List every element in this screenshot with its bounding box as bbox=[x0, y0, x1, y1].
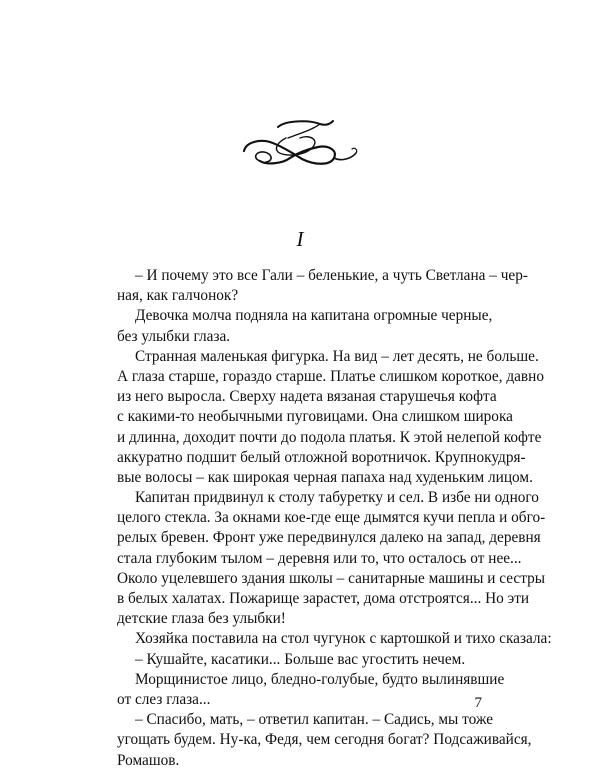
text-line: А глаза старше, гораздо старше. Платье слишком короткое, давно bbox=[117, 367, 544, 385]
text-line: с какими-то необычными пуговицами. Она слишком широка bbox=[117, 408, 513, 426]
body-text bbox=[117, 266, 552, 771]
text-line: – Спасибо, мать, – ответил капитан. – Садись, мы тоже bbox=[135, 711, 494, 729]
text-line: Морщинистое лицо, бледно-голубые, будто вылинявшие bbox=[135, 670, 505, 688]
text-line: Девочка молча подняла на капитана огромные черные, bbox=[135, 307, 493, 325]
text-line: угощать будем. Ну-ка, Федя, чем сегодня богат? Подсаживайся, bbox=[117, 731, 532, 749]
text-line: Капитан придвинул к столу табуретку и сел. В избе ни одного bbox=[135, 489, 539, 507]
text-line: целого стекла. За окнами кое-где еще дымятся кучи пепла и обго- bbox=[117, 509, 546, 527]
text-line: в белых халатах. Пожарище зарастет, дома отстроятся... Но эти bbox=[117, 590, 530, 607]
text-line: детские глаза без улыбки! bbox=[117, 610, 286, 628]
text-line: вые волосы – как широкая черная папаха над худеньким лицом. bbox=[117, 468, 533, 486]
text-line: от слез глаза... bbox=[117, 690, 211, 708]
text-line: ная, как галчонок? bbox=[117, 287, 239, 305]
text-line: – Кушайте, касатики... Больше вас угостить нечем. bbox=[135, 650, 466, 668]
text-line: Хозяйка поставила на стол чугунок с картошкой и тихо сказала: bbox=[135, 630, 552, 648]
text-line: стала глубоким тылом – деревня или то, что осталось от нее... bbox=[117, 549, 522, 567]
text-line: Ромашов. bbox=[117, 751, 180, 769]
text-line: Около уцелевшего здания школы – санитарные машины и сестры bbox=[117, 569, 546, 587]
page-number: 7 bbox=[474, 695, 482, 711]
text-line: из него выросла. Сверху надета вязаная старушечья кофта bbox=[117, 388, 497, 406]
text-line: Странная маленькая фигурка. На вид – лет десять, не больше. bbox=[135, 347, 539, 365]
text-line: без улыбки глаза. bbox=[117, 327, 231, 345]
text-line: аккуратно подшит белый отложной воротничок. Крупнокудря- bbox=[117, 448, 526, 466]
chapter-number: I bbox=[296, 227, 304, 251]
flourish-ornament-icon bbox=[238, 118, 362, 168]
text-line: – И почему это все Гали – беленькие, а чуть Светлана – чер- bbox=[135, 267, 528, 284]
text-line: и длинна, доходит почти до подола платья. К этой нелепой кофте bbox=[117, 428, 542, 446]
text-line: релых бревен. Фронт уже передвинулся далеко на запад, деревня bbox=[117, 529, 541, 547]
